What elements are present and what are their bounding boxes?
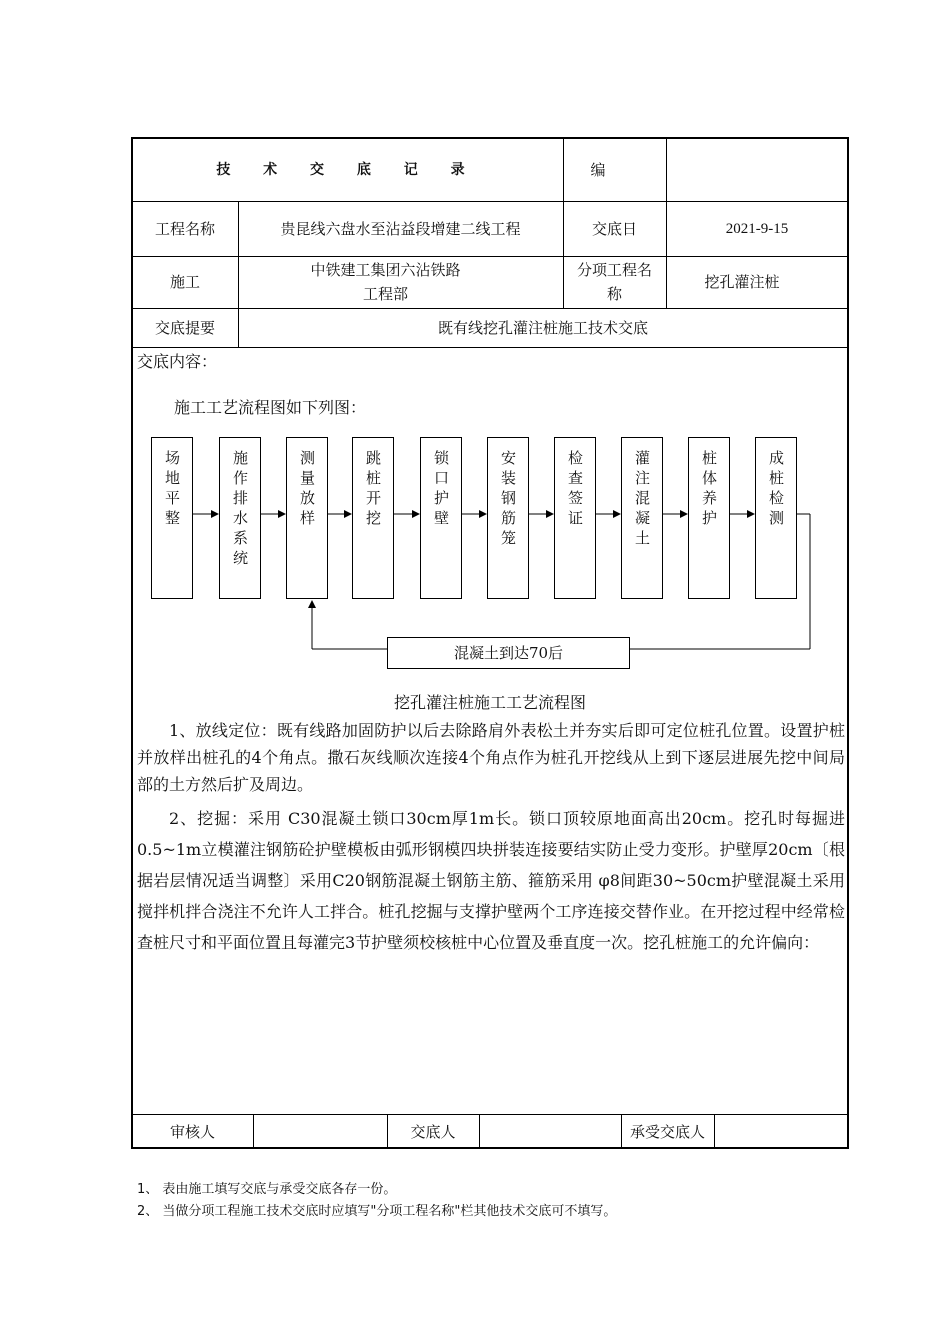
flow-step: 场地平整: [151, 437, 193, 599]
presenter-value[interactable]: [479, 1115, 621, 1148]
flow-step: 桩体养护: [688, 437, 730, 599]
page-title: 技 术 交 底 记 录: [216, 161, 479, 178]
presenter-label: 交底人: [410, 1122, 456, 1141]
project-value: 贵昆线六盘水至沾益段增建二线工程: [280, 219, 521, 238]
flow-step: 检查签证: [554, 437, 596, 599]
flow-step: 成桩检测: [755, 437, 797, 599]
subproject-value: 挖孔灌注桩: [704, 273, 780, 291]
summary-label: 交底提要: [154, 318, 215, 337]
flow-step: 锁口护壁: [420, 437, 462, 599]
receiver-value[interactable]: [714, 1115, 848, 1148]
footnote: 1、 表由施工填写交底与承受交底各存一份。: [137, 1182, 397, 1197]
flow-step: 测量放样: [286, 437, 328, 599]
date-value: 2021-9-15: [725, 220, 789, 237]
construction-label: 施工: [169, 273, 200, 291]
project-label: 工程名称: [154, 219, 215, 238]
paragraph-1: 1、放线定位：既有线路加固防护以后去除路肩外表松土并夯实后即可定位桩孔位置。设置护桩并放样出桩孔的4个角点。撒石灰线顺次连接4个角点作为桩孔开挖线从上到下逐层进展先挖中间局部的土方然后扩及周边。: [137, 721, 845, 794]
date-label: 交底日: [591, 219, 637, 238]
summary-value: 既有线挖孔灌注桩施工技术交底: [437, 318, 648, 337]
construction-line-2: 工程部: [362, 285, 408, 303]
subproject-label-line-2: 称: [606, 285, 622, 303]
paragraph-2: 2、挖掘：采用 C30混凝土锁口30cm厚1m长。锁口顶较原地面高出20cm。挖孔时每掘进0.5~1m立模灌注钢筋砼护壁模板由弧形钢模四块拼装连接要结实防止受力变形。护壁厚20cm〔根据岩层情况适当调整〕采用C20钢筋混凝土钢筋主筋、箍筋采用 φ8间距30~50cm护壁混凝土采用搅拌机拌合浇注不允许人工拌合。桩孔挖掘与支撑护壁两个工序连接交替作业。在开挖过程中经常检查桩尺寸和平面位置且每灌完3节护壁须校核桩中心位置及垂直度一次。挖孔桩施工的允许偏向：: [137, 809, 845, 952]
reviewer-value[interactable]: [253, 1115, 387, 1148]
flow-intro: 施工工艺流程图如下列图：: [174, 398, 367, 417]
flow-step: 安装钢筋笼: [487, 437, 529, 599]
footnote: 2、 当做分项工程施工技术交底时应填写"分项工程名称"栏其他技术交底可不填写。: [137, 1204, 617, 1219]
reviewer-label: 审核人: [169, 1122, 215, 1141]
flow-step: 施作排水系统: [219, 437, 261, 599]
loop-condition-box: 混凝土到达70后: [387, 637, 630, 669]
subproject-label-line-1: 分项工程名: [576, 261, 652, 279]
flow-caption: 挖孔灌注桩施工工艺流程图: [393, 693, 586, 712]
flow-step: 灌注混凝土: [621, 437, 663, 599]
receiver-label: 承受交底人: [629, 1122, 705, 1141]
flow-step: 跳桩开挖: [352, 437, 394, 599]
code-label: 编: [590, 160, 606, 179]
content-heading: 交底内容：: [137, 352, 218, 371]
construction-line-1: 中铁建工集团六沾铁路: [310, 261, 461, 279]
